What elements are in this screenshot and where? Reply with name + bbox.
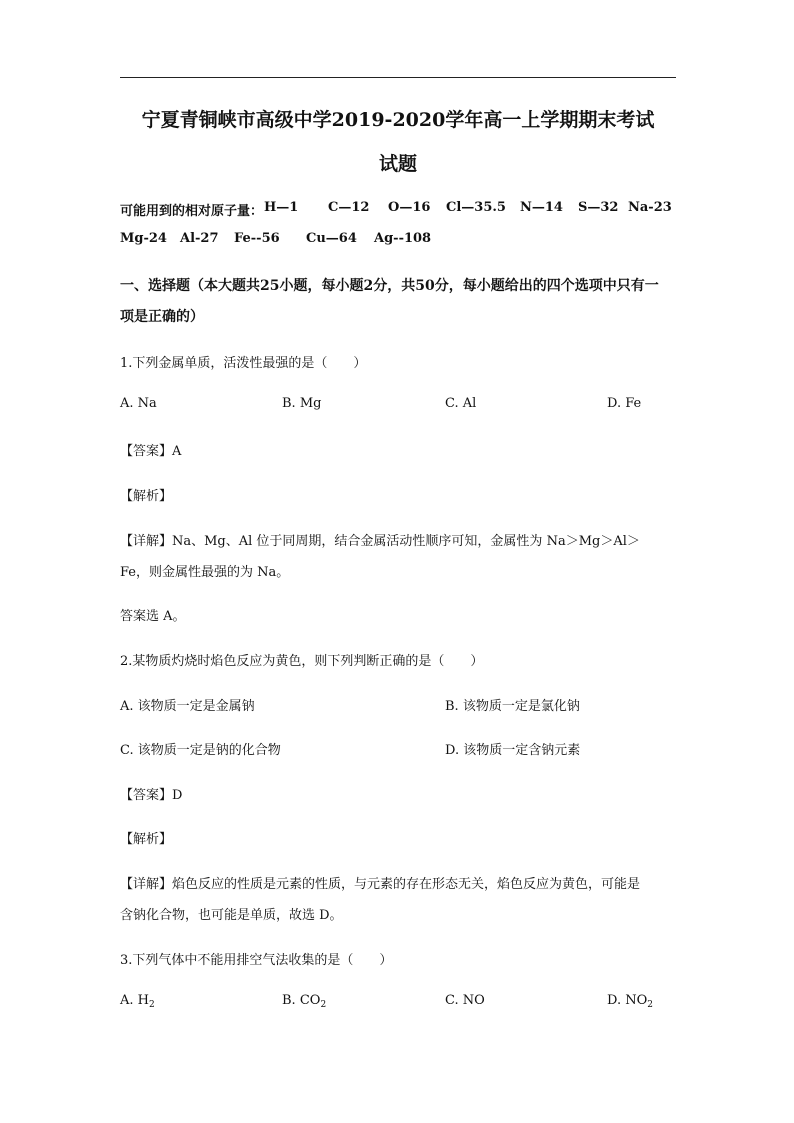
- q1-option-c: C. Al: [445, 396, 477, 411]
- atomic-mass-al: Al-27: [180, 231, 219, 246]
- atomic-mass-c: C—12: [328, 200, 370, 215]
- q2-detail-line-2: 含钠化合物，也可能是单质，故选 D。: [120, 908, 343, 923]
- atomic-mass-ag: Ag--108: [374, 231, 432, 246]
- q3-option-c: [445, 993, 485, 1010]
- atomic-mass-n: N—14: [520, 200, 563, 215]
- q3-option-d: [607, 993, 653, 1010]
- q1-stem: 1.下列金属单质，活泼性最强的是（ ）: [120, 356, 367, 371]
- q3-option-b-text: B. CO: [282, 993, 321, 1008]
- q3-option-a-subscript: 2: [149, 1000, 155, 1010]
- q1-conclusion: 答案选 A。: [120, 609, 186, 624]
- q2-answer: 【答案】D: [120, 788, 183, 803]
- q3-option-a: [120, 993, 155, 1010]
- q3-option-d-text: D. NO: [607, 993, 648, 1008]
- q2-option-c: C. 该物质一定是钠的化合物: [120, 743, 281, 758]
- q3-option-c-text: C. NO: [445, 993, 485, 1008]
- q1-analysis: 【解析】: [120, 489, 173, 504]
- atomic-mass-s: S—32: [578, 200, 619, 215]
- q1-option-b: B. Mg: [282, 396, 322, 411]
- atomic-mass-cu: Cu—64: [306, 231, 357, 246]
- atomic-mass-o: O—16: [388, 200, 431, 215]
- q2-detail-line-1: 【详解】焰色反应的性质是元素的性质，与元素的存在形态无关，焰色反应为黄色，可能是: [120, 877, 641, 892]
- atomic-mass-fe: Fe--56: [234, 231, 280, 246]
- q1-answer: 【答案】A: [120, 444, 182, 459]
- atomic-mass-label: 可能用到的相对原子量：: [120, 204, 264, 219]
- q1-detail-line-1: 【详解】Na、Mg、Al 位于同周期，结合金属活动性顺序可知，金属性为 Na＞Mg＞Al＞: [120, 534, 640, 549]
- q3-stem: 3.下列气体中不能用排空气法收集的是（ ）: [120, 953, 393, 968]
- title-line-2: 试题: [378, 153, 417, 175]
- q2-analysis: 【解析】: [120, 832, 173, 847]
- title-line-1: 宁夏青铜峡市高级中学2019-2020学年高一上学期期末考试: [141, 109, 655, 131]
- q2-option-a: A. 该物质一定是金属钠: [120, 699, 255, 714]
- q3-option-b: [282, 993, 326, 1010]
- q2-stem: 2.某物质灼烧时焰色反应为黄色，则下列判断正确的是（ ）: [120, 654, 484, 669]
- q1-detail-line-2: Fe，则金属性最强的为 Na。: [120, 565, 290, 580]
- atomic-mass-cl: Cl—35.5: [446, 200, 506, 215]
- header-rule: [120, 77, 676, 78]
- q1-option-d: D. Fe: [607, 396, 642, 411]
- q3-option-a-text: A. H: [120, 993, 149, 1008]
- atomic-mass-na: Na-23: [628, 200, 672, 215]
- q3-option-b-subscript: 2: [320, 1000, 327, 1010]
- q2-option-d: D. 该物质一定含钠元素: [445, 743, 581, 758]
- section-heading-line-2: 项是正确的）: [120, 309, 204, 325]
- q3-option-d-subscript: 2: [647, 1000, 653, 1010]
- atomic-mass-h: H—1: [264, 200, 299, 215]
- page-title: [110, 98, 686, 186]
- atomic-mass-mg: Mg-24: [120, 231, 167, 246]
- q2-option-b: B. 该物质一定是氯化钠: [445, 699, 580, 714]
- q1-option-a: A. Na: [120, 396, 157, 411]
- section-heading-line-1: 一、选择题（本大题共25小题，每小题2分，共50分，每小题给出的四个选项中只有一: [120, 278, 659, 294]
